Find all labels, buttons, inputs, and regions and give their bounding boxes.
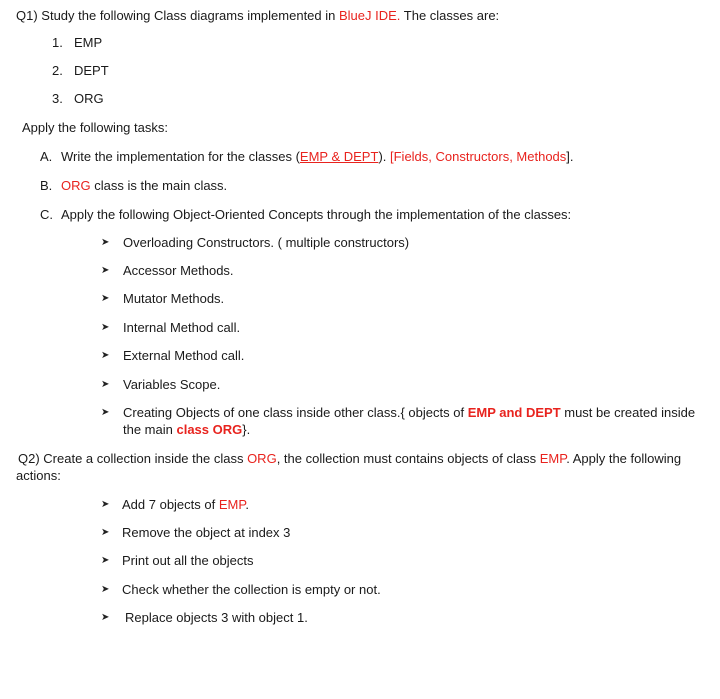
arrowhead-bullet-icon: ➤	[101, 379, 110, 390]
action-emp: EMP	[218, 497, 246, 512]
arrowhead-bullet-icon: ➤	[101, 407, 110, 418]
arrowhead-bullet-icon: ➤	[101, 350, 110, 361]
arrowhead-bullet-icon: ➤	[101, 237, 110, 248]
q1-intro: Q1) Study the following Class diagrams implemented in BlueJ IDE. The classes are:	[16, 8, 500, 23]
concept-item: Internal Method call.	[123, 320, 241, 335]
action-item: Add 7 objects of EMP.	[122, 497, 249, 512]
arrowhead-bullet-icon: ➤	[101, 527, 110, 538]
concept-item: Variables Scope.	[123, 377, 221, 392]
task-b: B. ORG class is the main class.	[40, 178, 228, 193]
arrowhead-bullet-icon: ➤	[101, 322, 110, 333]
q2-intro-cont: actions:	[16, 468, 61, 483]
tasks-heading: Apply the following tasks:	[22, 120, 168, 135]
arrowhead-bullet-icon: ➤	[101, 584, 110, 595]
arrowhead-bullet-icon: ➤	[101, 499, 110, 510]
arrowhead-bullet-icon: ➤	[101, 612, 110, 623]
concept-item: Accessor Methods.	[123, 263, 234, 278]
concept-item: External Method call.	[123, 348, 245, 363]
class-item-emp: 1. EMP	[52, 35, 103, 50]
task-a-fields: [Fields, Constructors, Methods	[386, 149, 567, 164]
task-c: C. Apply the following Object-Oriented Concepts through the implementation of the classes:	[40, 207, 572, 222]
concept-item: Overloading Constructors. ( multiple constructors)	[123, 235, 410, 250]
class-org: class ORG	[176, 422, 243, 437]
bluej-ide: BlueJ IDE.	[338, 8, 401, 23]
class-item-org: 3. ORG	[52, 91, 104, 106]
concept-item-last-cont: the main class ORG}.	[123, 422, 251, 437]
emp-and-dept: EMP and DEPT	[467, 405, 561, 420]
task-a-classes: EMP & DEPT	[299, 149, 379, 164]
class-item-dept: 2. DEPT	[52, 63, 109, 78]
concept-item: Mutator Methods.	[123, 291, 225, 306]
arrowhead-bullet-icon: ➤	[101, 293, 110, 304]
q2-org: ORG	[247, 451, 277, 466]
task-a: A. Write the implementation for the classes (EMP & DEPT). [Fields, Constructors, Methods].	[40, 149, 574, 164]
action-item: Print out all the objects	[122, 553, 254, 568]
action-item: Check whether the collection is empty or not.	[122, 582, 381, 597]
q2-emp: EMP	[539, 451, 567, 466]
arrowhead-bullet-icon: ➤	[101, 555, 110, 566]
q2-intro: Q2) Create a collection inside the class ORG, the collection must contains objects of class EMP. Apply the following	[18, 451, 682, 466]
action-item: Remove the object at index 3	[122, 525, 291, 540]
action-item: Replace objects 3 with object 1.	[125, 610, 308, 625]
arrowhead-bullet-icon: ➤	[101, 265, 110, 276]
concept-item-last: Creating Objects of one class inside other class.{ objects of EMP and DEPT must be created inside	[123, 405, 696, 420]
task-b-org: ORG	[61, 178, 91, 193]
